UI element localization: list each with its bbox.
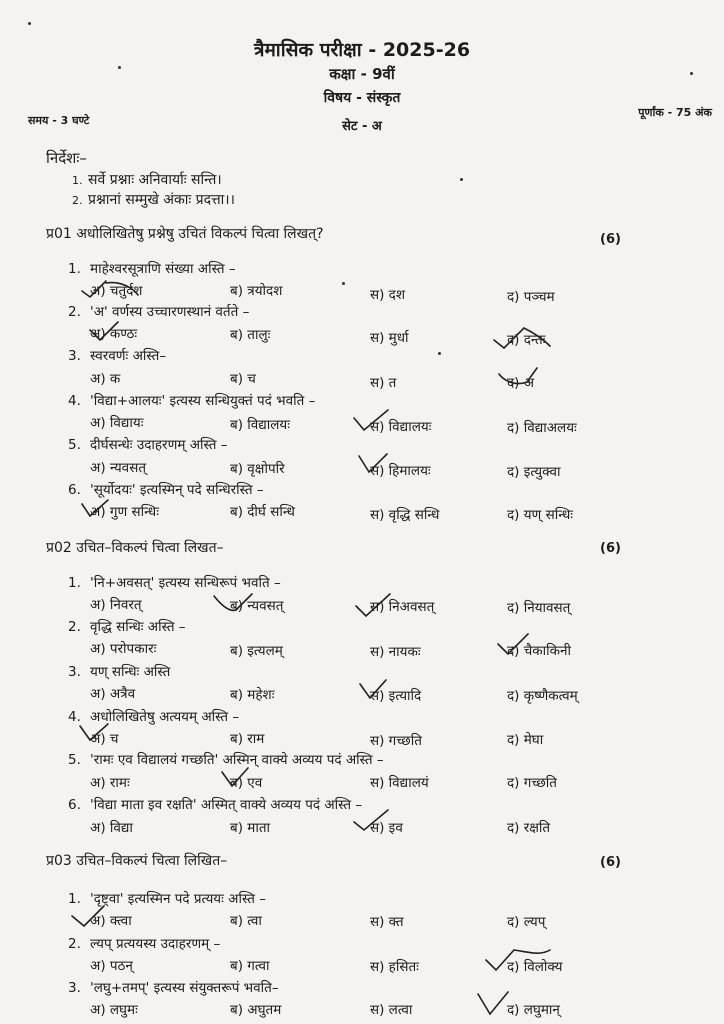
paper-speck (28, 22, 31, 25)
question-stem: 6. 'विद्या माता इव रक्षति' अस्मित् वाक्ये अव्यय पदं अस्ति – (68, 797, 363, 813)
option-a: अ) च (90, 731, 119, 747)
question-stem: 2. ल्यप् प्रत्ययस्य उदाहरणम् – (68, 936, 221, 952)
option-a: अ) विद्यायः (90, 415, 144, 431)
pen-tick-mark (357, 452, 391, 478)
pen-tick-mark (80, 277, 140, 301)
class-label: कक्षा - 9वीं (329, 65, 395, 83)
section-heading: प्र01 अधोलिखितेषु प्रश्नेषु उचितं विकल्पं चित्वा लिखत्? (46, 226, 324, 242)
section-marks: (6) (600, 855, 621, 870)
section-marks: (6) (600, 541, 621, 556)
pen-tick-mark (220, 766, 254, 790)
question-stem: 6. 'सूर्योदयः' इत्यस्मिन् पदे सन्धिरस्ति – (68, 482, 264, 498)
option-b: ब) महेशः (230, 687, 275, 703)
option-a: अ) न्यवसत् (90, 460, 147, 476)
option-d: द) इत्युक्वा (507, 464, 561, 480)
option-c: स) क्त (370, 914, 404, 930)
pen-tick-mark (496, 632, 536, 658)
option-a: अ) विद्या (90, 820, 133, 836)
option-d: द) यण् सन्धिः (507, 507, 573, 523)
time-label: समय - 3 घण्टे (28, 114, 90, 127)
question-stem: 1. माहेश्वरसूत्राणि संख्या अस्ति – (68, 261, 236, 277)
pen-tick-mark (352, 808, 402, 832)
pen-tick-mark (497, 364, 541, 388)
option-d: द) मेघा (507, 732, 544, 748)
question-stem: 5. 'रामः एव विद्यालयं गच्छति' अस्मिन् वाक्ये अव्यय पदं अस्ति – (68, 752, 384, 768)
question-stem: 5. दीर्घसन्धेः उदाहरणम् अस्ति – (68, 437, 228, 453)
pen-tick-mark (358, 678, 392, 702)
option-c: स) त (370, 375, 397, 391)
pen-tick-mark (484, 946, 554, 974)
option-b: ब) च (230, 371, 256, 387)
instructions-heading: निर्देशः– (46, 149, 87, 167)
option-a: अ) परोपकारः (90, 641, 157, 657)
option-a: अ) निवरत् (90, 597, 142, 613)
option-b: ब) दीर्घ सन्धि (230, 504, 295, 520)
paper-speck (118, 66, 121, 69)
paper-speck (460, 178, 463, 181)
option-a: अ) कण्ठः (90, 326, 138, 342)
option-c: स) दश (370, 287, 406, 303)
full-marks-label: पूर्णांक - 75 अंक (638, 106, 712, 119)
paper-speck (342, 282, 345, 285)
option-c: स) हसितः (370, 959, 419, 975)
option-d: द) लघुमान् (507, 1002, 560, 1018)
paper-speck (690, 72, 693, 75)
option-c: स) विद्यालयं (370, 775, 429, 791)
option-b: ब) न्यवसत् (230, 598, 284, 614)
pen-tick-mark (352, 408, 402, 434)
option-c: स) इव (370, 820, 403, 836)
option-d: द) रक्षति (507, 820, 551, 836)
question-stem: 1. 'दृष्ट्वा' इत्यस्मिन पदे प्रत्ययः अस्ति – (68, 891, 266, 907)
option-d: द) विलोक्य (507, 959, 563, 975)
option-b: ब) त्रयोदश (230, 283, 283, 299)
section-marks: (6) (600, 232, 621, 247)
option-d: द) नियावसत् (507, 600, 571, 616)
option-d: द) विद्याअलयः (507, 420, 577, 436)
question-stem: 2. 'अ' वर्णस्य उच्चारणस्थानं वर्तते – (68, 304, 250, 320)
pen-tick-mark (70, 904, 120, 928)
question-stem: 3. यण् सन्धिः अस्ति (68, 664, 171, 680)
question-stem: 3. 'लघु+तमप्' इत्यस्य संयुक्तरूपं भवति– (68, 980, 279, 996)
section-heading: प्र03 उचित–विकल्पं चित्वा लिखित– (46, 853, 228, 869)
option-a: अ) क (90, 371, 121, 387)
pen-tick-mark (88, 320, 138, 342)
pen-tick-mark (492, 324, 552, 350)
option-b: ब) वृक्षोपरि (230, 461, 285, 477)
pen-tick-mark (212, 592, 262, 614)
option-d: द) गच्छति (507, 775, 557, 791)
option-b: ब) एव (230, 775, 263, 791)
option-a: अ) गुण सन्धिः (90, 504, 159, 520)
option-c: स) गच्छति (370, 733, 422, 749)
question-stem: 2. वृद्धि सन्धिः अस्ति – (68, 619, 186, 635)
subject-label: विषय - संस्कृत (323, 90, 401, 106)
option-d: द) दन्तः (507, 332, 546, 348)
option-a: अ) लघुमः (90, 1002, 138, 1018)
option-a: अ) क्त्वा (90, 913, 132, 929)
option-c: स) इत्यादि (370, 688, 422, 704)
option-b: ब) अघुतम (230, 1002, 282, 1018)
option-a: अ) रामः (90, 775, 130, 791)
option-b: ब) तालुः (230, 327, 271, 343)
option-b: ब) विद्यालयः (230, 417, 290, 433)
option-b: ब) माता (230, 820, 271, 836)
instruction-item: 1. सर्वे प्रश्नाः अनिवार्याः सन्ति। (72, 172, 222, 188)
option-d: द) अ (507, 375, 535, 391)
option-c: स) विद्यालयः (370, 419, 432, 435)
pen-tick-mark (78, 720, 118, 744)
option-c: स) नायकः (370, 644, 421, 660)
paper-speck (438, 352, 441, 355)
option-b: ब) राम (230, 731, 265, 747)
option-c: स) लत्वा (370, 1002, 413, 1018)
option-c: स) मुर्धा (370, 330, 409, 346)
option-c: स) निअवसत् (370, 599, 435, 615)
option-c: स) हिमालयः (370, 463, 431, 479)
option-a: अ) पठन् (90, 958, 133, 974)
option-d: द) ल्यप् (507, 914, 546, 930)
option-d: द) कृष्णैकत्वम् (507, 688, 578, 704)
option-b: ब) त्वा (230, 913, 262, 929)
question-stem: 1. 'नि+अवसत्' इत्यस्य सन्धिरूपं भवति – (68, 575, 281, 591)
question-stem: 4. 'विद्या+आलयः' इत्यस्य सन्धियुक्तं पदं भवति – (68, 393, 316, 409)
option-a: अ) चतुर्दश (90, 283, 143, 299)
option-b: ब) इत्यलम् (230, 643, 283, 659)
option-a: अ) अत्रैव (90, 686, 136, 702)
instruction-item: 2. प्रश्नानां सम्मुखे अंकाः प्रदत्ता।। (72, 192, 235, 208)
option-c: स) वृद्धि सन्धि (370, 507, 440, 523)
exam-title: त्रैमासिक परीक्षा - 2025-26 (253, 39, 471, 61)
set-label: सेट - अ (342, 119, 382, 134)
pen-tick-mark (354, 592, 404, 618)
question-stem: 3. स्वरवर्णः अस्ति– (68, 348, 167, 364)
pen-tick-mark (476, 990, 516, 1018)
option-b: ब) गत्वा (230, 958, 270, 974)
section-heading: प्र02 उचित–विकल्पं चित्वा लिखत– (46, 540, 224, 556)
option-d: द) चैकाकिनी (507, 643, 572, 659)
pen-tick-mark (80, 496, 120, 520)
option-d: द) पञ्चम (507, 289, 555, 305)
question-stem: 4. अधोलिखितेषु अत्ययम् अस्ति – (68, 709, 240, 725)
